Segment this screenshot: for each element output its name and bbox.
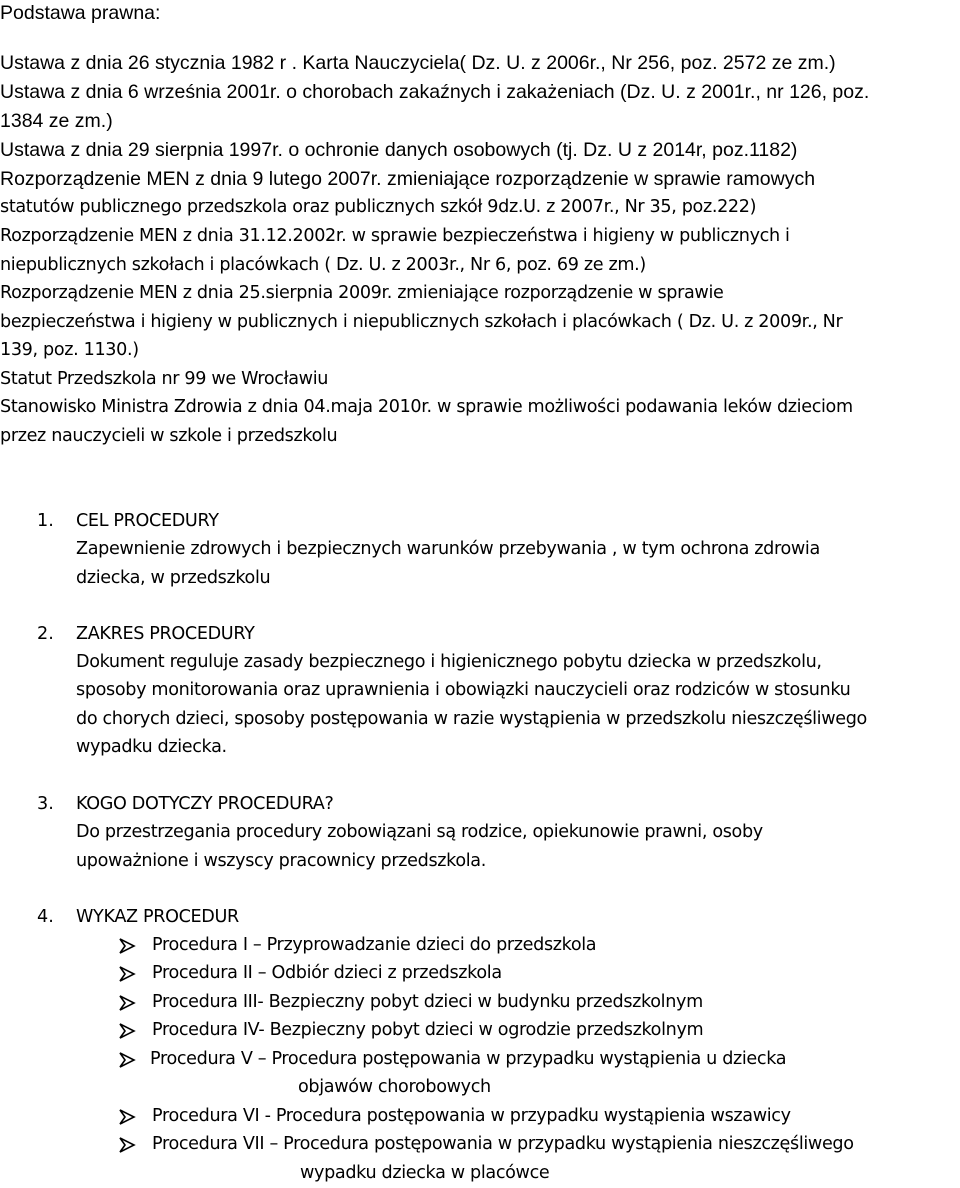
legal-basis-line: przez nauczycieli w szkole i przedszkolu — [0, 426, 338, 446]
legal-basis-line: Ustawa z dnia 6 września 2001r. o chorobach zakaźnych i zakażeniach (Dz. U. z 2001r., nr 126, poz. — [0, 81, 870, 103]
procedure-item: Procedura I – Przyprowadzanie dzieci do przedszkola — [152, 935, 597, 955]
legal-basis-line: Rozporządzenie MEN z dnia 25.sierpnia 2009r. zmieniające rozporządzenie w sprawie — [0, 283, 724, 303]
procedure-item-continuation: objawów chorobowych — [298, 1077, 491, 1097]
section-text-line: Dokument reguluje zasady bezpiecznego i higienicznego pobytu dziecka w przedszkolu, — [76, 652, 822, 672]
arrow-bullet-icon — [117, 1106, 139, 1128]
section-text-line: dziecka, w przedszkolu — [76, 568, 271, 588]
section-number: 3. — [37, 794, 54, 814]
arrow-bullet-icon — [117, 992, 139, 1014]
legal-basis-line: niepublicznych szkołach i placówkach ( Dz. U. z 2003r., Nr 6, poz. 69 ze zm.) — [0, 255, 646, 275]
section-text-line: Zapewnienie zdrowych i bezpiecznych warunków przebywania , w tym ochrona zdrowia — [76, 539, 820, 559]
arrow-bullet-icon — [117, 1020, 139, 1042]
procedure-item: Procedura III- Bezpieczny pobyt dzieci w budynku przedszkolnym — [152, 992, 703, 1012]
legal-basis-line: statutów publicznego przedszkola oraz publicznych szkół 9dz.U. z 2007r., Nr 35, poz.222) — [0, 197, 757, 217]
legal-basis-line: Rozporządzenie MEN z dnia 9 lutego 2007r. zmieniające rozporządzenie w sprawie ramowych — [0, 168, 816, 190]
arrow-bullet-icon — [117, 1134, 139, 1156]
legal-basis-line: Rozporządzenie MEN z dnia 31.12.2002r. w sprawie bezpieczeństwa i higieny w publicznych i — [0, 226, 790, 246]
section-title: KOGO DOTYCZY PROCEDURA? — [76, 794, 334, 814]
section-text-line: sposoby monitorowania oraz uprawnienia i obowiązki nauczycieli oraz rodziców w stosunku — [76, 680, 851, 700]
section-text-line: Do przestrzegania procedury zobowiązani są rodzice, opiekunowie prawni, osoby — [76, 822, 763, 842]
section-text-line: wypadku dziecka. — [76, 737, 227, 757]
legal-basis-line: 1384 ze zm.) — [0, 110, 113, 132]
procedure-item: Procedura II – Odbiór dzieci z przedszkola — [152, 963, 502, 983]
section-text-line: upoważnione i wszyscy pracownicy przedszkola. — [76, 851, 486, 871]
legal-basis-heading: Podstawa prawna: — [0, 2, 161, 24]
procedure-item: Procedura VII – Procedura postępowania w przypadku wystąpienia nieszczęśliwego — [152, 1134, 854, 1154]
section-title: CEL PROCEDURY — [76, 511, 219, 531]
procedure-item: Procedura IV- Bezpieczny pobyt dzieci w ogrodzie przedszkolnym — [152, 1020, 704, 1040]
procedure-item: Procedura V – Procedura postępowania w przypadku wystąpienia u dziecka — [150, 1049, 787, 1069]
legal-basis-line: Ustawa z dnia 29 sierpnia 1997r. o ochronie danych osobowych (tj. Dz. U z 2014r, poz.1182) — [0, 139, 798, 161]
section-number: 4. — [37, 907, 54, 927]
legal-basis-line: Statut Przedszkola nr 99 we Wrocławiu — [0, 369, 329, 389]
section-title: WYKAZ PROCEDUR — [76, 907, 239, 927]
legal-basis-line: Ustawa z dnia 26 stycznia 1982 r . Karta Nauczyciela( Dz. U. z 2006r., Nr 256, poz. 2572 ze zm.) — [0, 52, 836, 74]
section-number: 2. — [37, 624, 54, 644]
legal-basis-line: bezpieczeństwa i higieny w publicznych i niepublicznych szkołach i placówkach ( Dz. U. z 2009r., Nr — [0, 312, 843, 332]
procedure-item: Procedura VI - Procedura postępowania w przypadku wystąpienia wszawicy — [152, 1106, 791, 1126]
legal-basis-line: 139, poz. 1130.) — [0, 340, 139, 360]
arrow-bullet-icon — [117, 1049, 139, 1071]
arrow-bullet-icon — [117, 935, 139, 957]
legal-basis-line: Stanowisko Ministra Zdrowia z dnia 04.maja 2010r. w sprawie możliwości podawania leków dzieciom — [0, 397, 853, 417]
section-title: ZAKRES PROCEDURY — [76, 624, 255, 644]
arrow-bullet-icon — [117, 963, 139, 985]
section-text-line: do chorych dzieci, sposoby postępowania w razie wystąpienia w przedszkolu nieszczęśliwego — [76, 709, 867, 729]
section-number: 1. — [37, 511, 54, 531]
procedure-item-continuation: wypadku dziecka w placówce — [300, 1163, 550, 1183]
